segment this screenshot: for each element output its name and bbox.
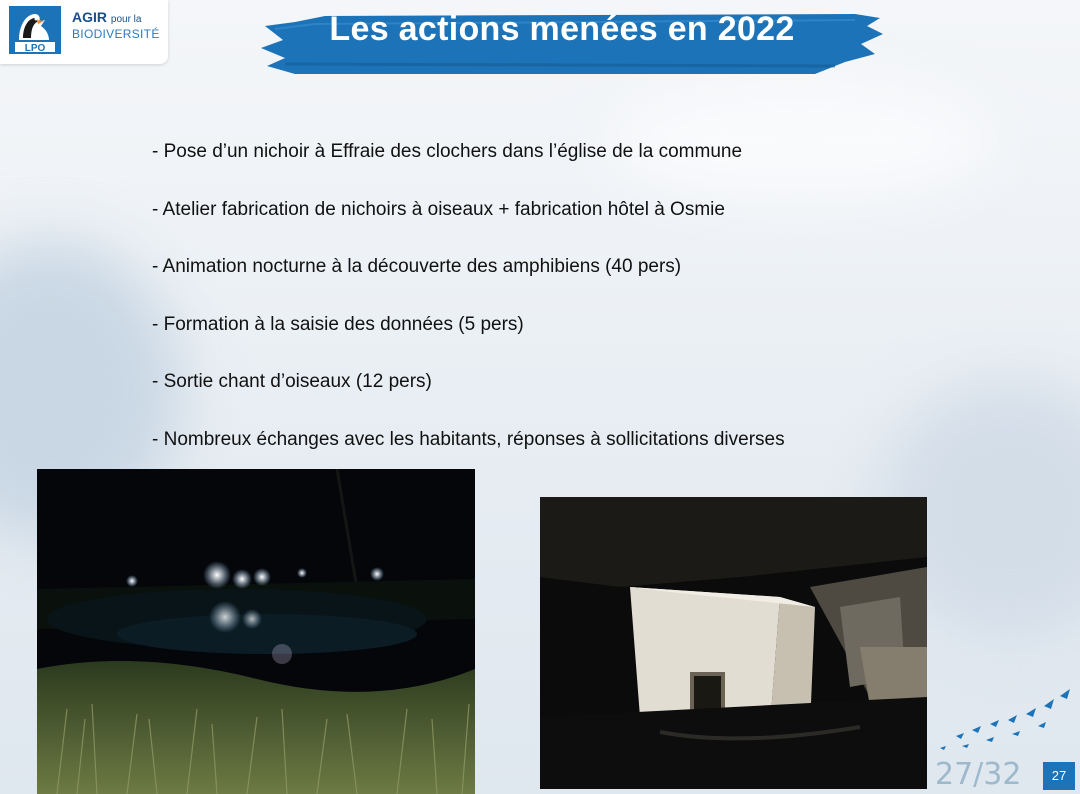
birds-flock-icon [932, 688, 1072, 758]
logo-badge-text: LPO [24, 43, 46, 54]
logo-line2: BIODIVERSITÉ [72, 27, 160, 41]
lpo-logo [0, 0, 168, 64]
page-number-badge: 27 [1043, 762, 1075, 790]
slide-title: Les actions menées en 2022 [329, 10, 795, 48]
list-item: - Formation à la saisie des données (5 pers) [152, 313, 524, 335]
photo-nest-box [540, 497, 927, 789]
list-item: - Animation nocturne à la découverte des amphibiens (40 pers) [152, 256, 682, 277]
list-item: - Pose d’un nichoir à Effraie des clochers dans l’église de la commune [152, 141, 743, 162]
puffin-logo-icon [9, 6, 61, 54]
actions-list [152, 139, 972, 484]
logo-line1-small: pour la [110, 14, 142, 25]
slide-counter: 27/32 [935, 757, 1022, 792]
logo-line1-main: AGIR [72, 9, 107, 25]
night-pond-image [37, 469, 475, 794]
logo-wordmark [72, 10, 160, 41]
list-item: - Nombreux échanges avec les habitants, réponses à sollicitations diverses [152, 428, 785, 450]
list-item: - Atelier fabrication de nichoirs à oiseaux + fabrication hôtel à Osmie [152, 198, 725, 220]
photo-night-pond [37, 469, 475, 794]
nest-box-image [540, 497, 927, 789]
list-item: - Sortie chant d’oiseaux (12 pers) [152, 371, 432, 392]
